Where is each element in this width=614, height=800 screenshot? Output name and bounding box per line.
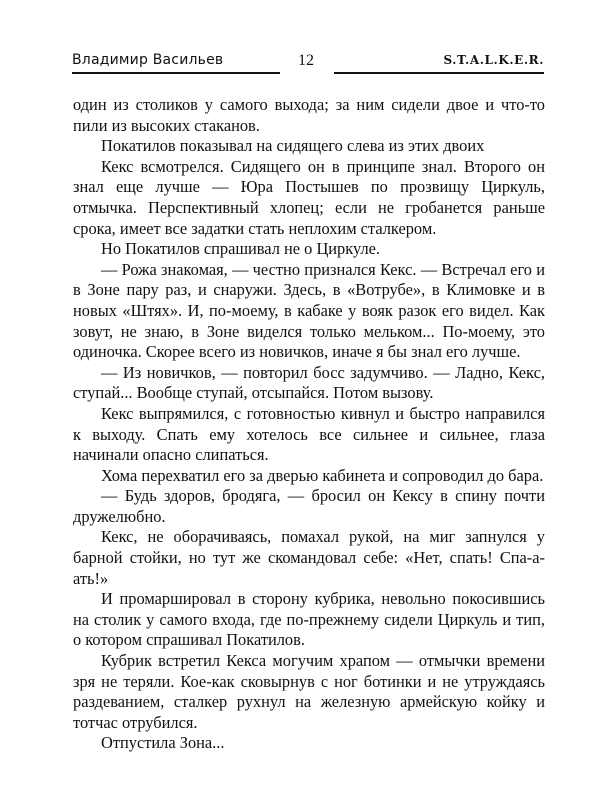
- header-author: Владимир Васильев: [72, 52, 224, 68]
- header-series-title: S.T.A.L.K.E.R.: [443, 53, 544, 67]
- paragraph: — Рожа знакомая, — честно признался Кекс. — Встречал его и в Зоне пару раз, и снаружи. Здесь, в «Вотрубе», в Климовке и в новых «Штях». И, по-моему, в кабаке у вояк разок его видел. Как зовут, не знаю, в Зоне виделся только мельком... По-моему, это одиночка. Скорее всего из новичков, иначе я бы знал его лучше.: [73, 259, 545, 362]
- paragraph: Но Покатилов спрашивал не о Циркуле.: [101, 239, 380, 259]
- paragraph: Хома перехватил его за дверью кабинета и сопроводил до бара.: [101, 465, 544, 485]
- paragraph: — Будь здоров, бродяга, — бросил он Кексу в спину почти дружелюбно.: [73, 486, 545, 526]
- page-number: 12: [298, 52, 314, 69]
- running-header: [72, 52, 544, 76]
- body-text: [73, 95, 545, 754]
- header-rule-right: [334, 72, 544, 74]
- paragraph: Кекс, не оборачиваясь, помахал рукой, на миг запнулся у барной стойки, но тут же скомандовал себе: «Нет, спать! Спа-а-ать!»: [73, 527, 545, 588]
- header-rule-left: [72, 72, 280, 74]
- paragraph: — Из новичков, — повторил босс задумчиво. — Ладно, Кекс, ступай... Вообще ступай, отсыпайся. Потом вызову.: [73, 362, 545, 403]
- paragraph: И промаршировал в сторону кубрика, невольно покосившись на столик у самого входа, где по-прежнему сидели Циркуль и тип, о котором спрашивал Покатилов.: [73, 589, 545, 650]
- paragraph: Отпустила Зона...: [101, 733, 225, 753]
- paragraph: Покатилов показывал на сидящего слева из этих двоих: [101, 136, 485, 156]
- paragraph: Кекс всмотрелся. Сидящего он в принципе знал. Второго он знал еще лучше — Юра Постышев по прозвищу Циркуль, отмычка. Перспективный хлопец; если не гробанется раньше срока, имеет все задатки стать неплохим сталкером.: [73, 156, 545, 238]
- paragraph: Кекс выпрямился, с готовностью кивнул и быстро направился к выходу. Спать ему хотелось все сильнее и сильнее, глаза начинали опасно слипаться.: [73, 403, 545, 465]
- paragraph: Кубрик встретил Кекса могучим храпом — отмычки времени зря не теряли. Кое-как сковырнув с ног ботинки и не утруждаясь раздеванием, сталкер рухнул на железную армейскую койку и тотчас отрубился.: [73, 651, 545, 732]
- paragraph: один из столиков у самого выхода; за ним сидели двое и что-то пили из высоких стаканов.: [73, 95, 545, 135]
